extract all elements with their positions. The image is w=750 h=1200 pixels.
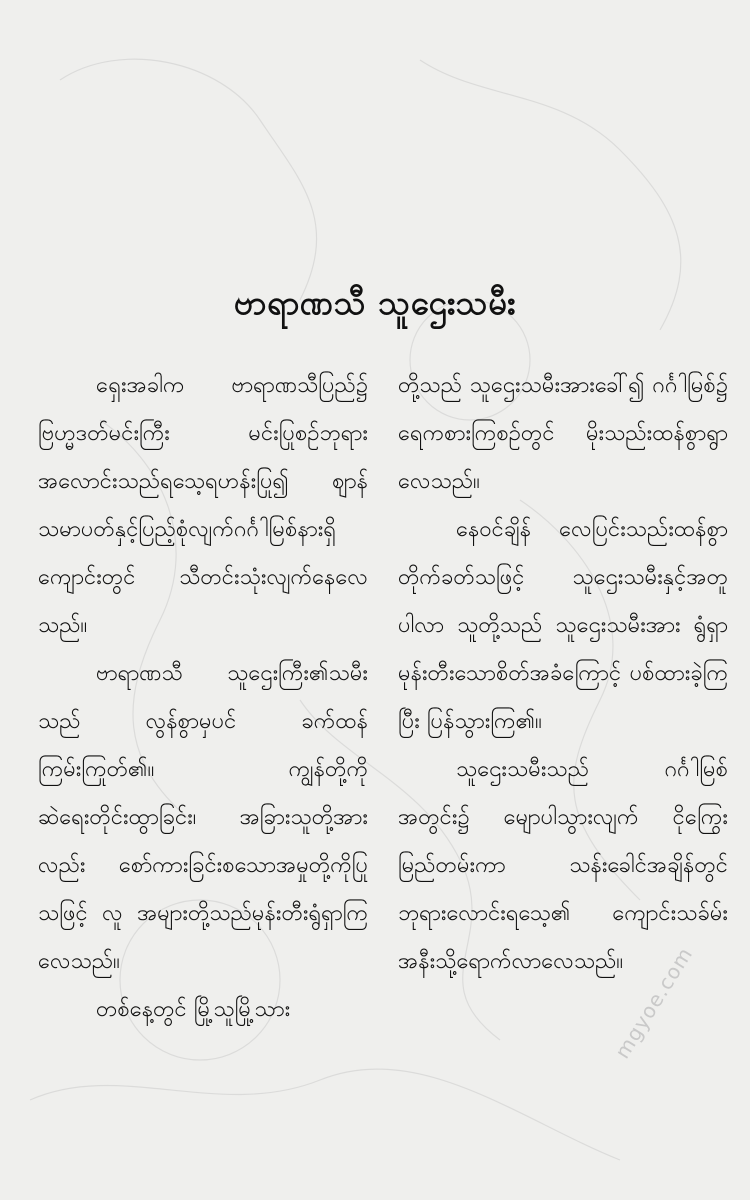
paragraph: နေဝင်ချိန် လေပြင်းသည်းထန်စွာ တိုက်ခတ်သဖြင့် သူဌေးသမီးနှင့်အတူပါလာ သူတို့သည် သူဌေးသမီးအား ရွံရှာမုန်းတီးသောစိတ်အခံကြောင့် ပစ်ထားခဲ့ကြပြီး ပြန်သွားကြ၏။ xyxy=(398,517,728,734)
paragraph: ဗာရာဏသီ သူဌေးကြီး၏သမီးသည် လွန်စွာမှပင် ခက်ထန်ကြမ်းကြုတ်၏။ ကျွန်တို့ကို ဆဲရေးတိုင်းထွာခြင်း၊ အခြားသူတို့အားလည်း စော်ကားခြင်းစသောအမှုတို့ကိုပြုသဖြင့် လူ အများတို့သည်မုန်းတီးရွံရှာကြလေသည်။ xyxy=(38,661,368,974)
paragraph: သူဌေးသမီးသည် ဂင်္ဂါမြစ်အတွင်း၌ မျောပါသွားလျက် ငိုကြွေးမြည်တမ်းကာ သန်းခေါင်အချိန်တွင် ဘုရားလောင်းရသေ့၏ ကျောင်းသခ်မ်းအနီးသို့ရောက်လာလေသည်။ xyxy=(398,757,728,974)
paragraph: တို့သည် သူဌေးသမီးအားခေါ်၍ ဂင်္ဂါမြစ်၌ ရေကစားကြစဉ်တွင် မိုးသည်းထန်စွာရွာလေသည်။ xyxy=(398,373,728,494)
paragraph: ရှေးအခါက ဗာရာဏသီပြည်၌ ဗြဟ္မဒတ်မင်းကြီး မင်းပြုစဉ်ဘုရားအလောင်းသည်ရသေ့ရဟန်းပြု၍ ဈာန်သမာပတ်နှင့်ပြည့်စုံလျက်ဂင်္ဂါမြစ်နားရှိကျောင်းတွင် သီတင်းသုံးလျက်နေလေသည်။ xyxy=(38,373,368,638)
site-watermark: mgyoe.com xyxy=(610,942,698,1063)
paragraph: တစ်နေ့တွင် မြို့သူမြို့သား xyxy=(96,997,291,1022)
right-text-column xyxy=(398,362,728,986)
page-title: ဗာရာဏသီ သူဌေးသမီး xyxy=(234,283,516,322)
left-text-column xyxy=(38,362,368,1034)
